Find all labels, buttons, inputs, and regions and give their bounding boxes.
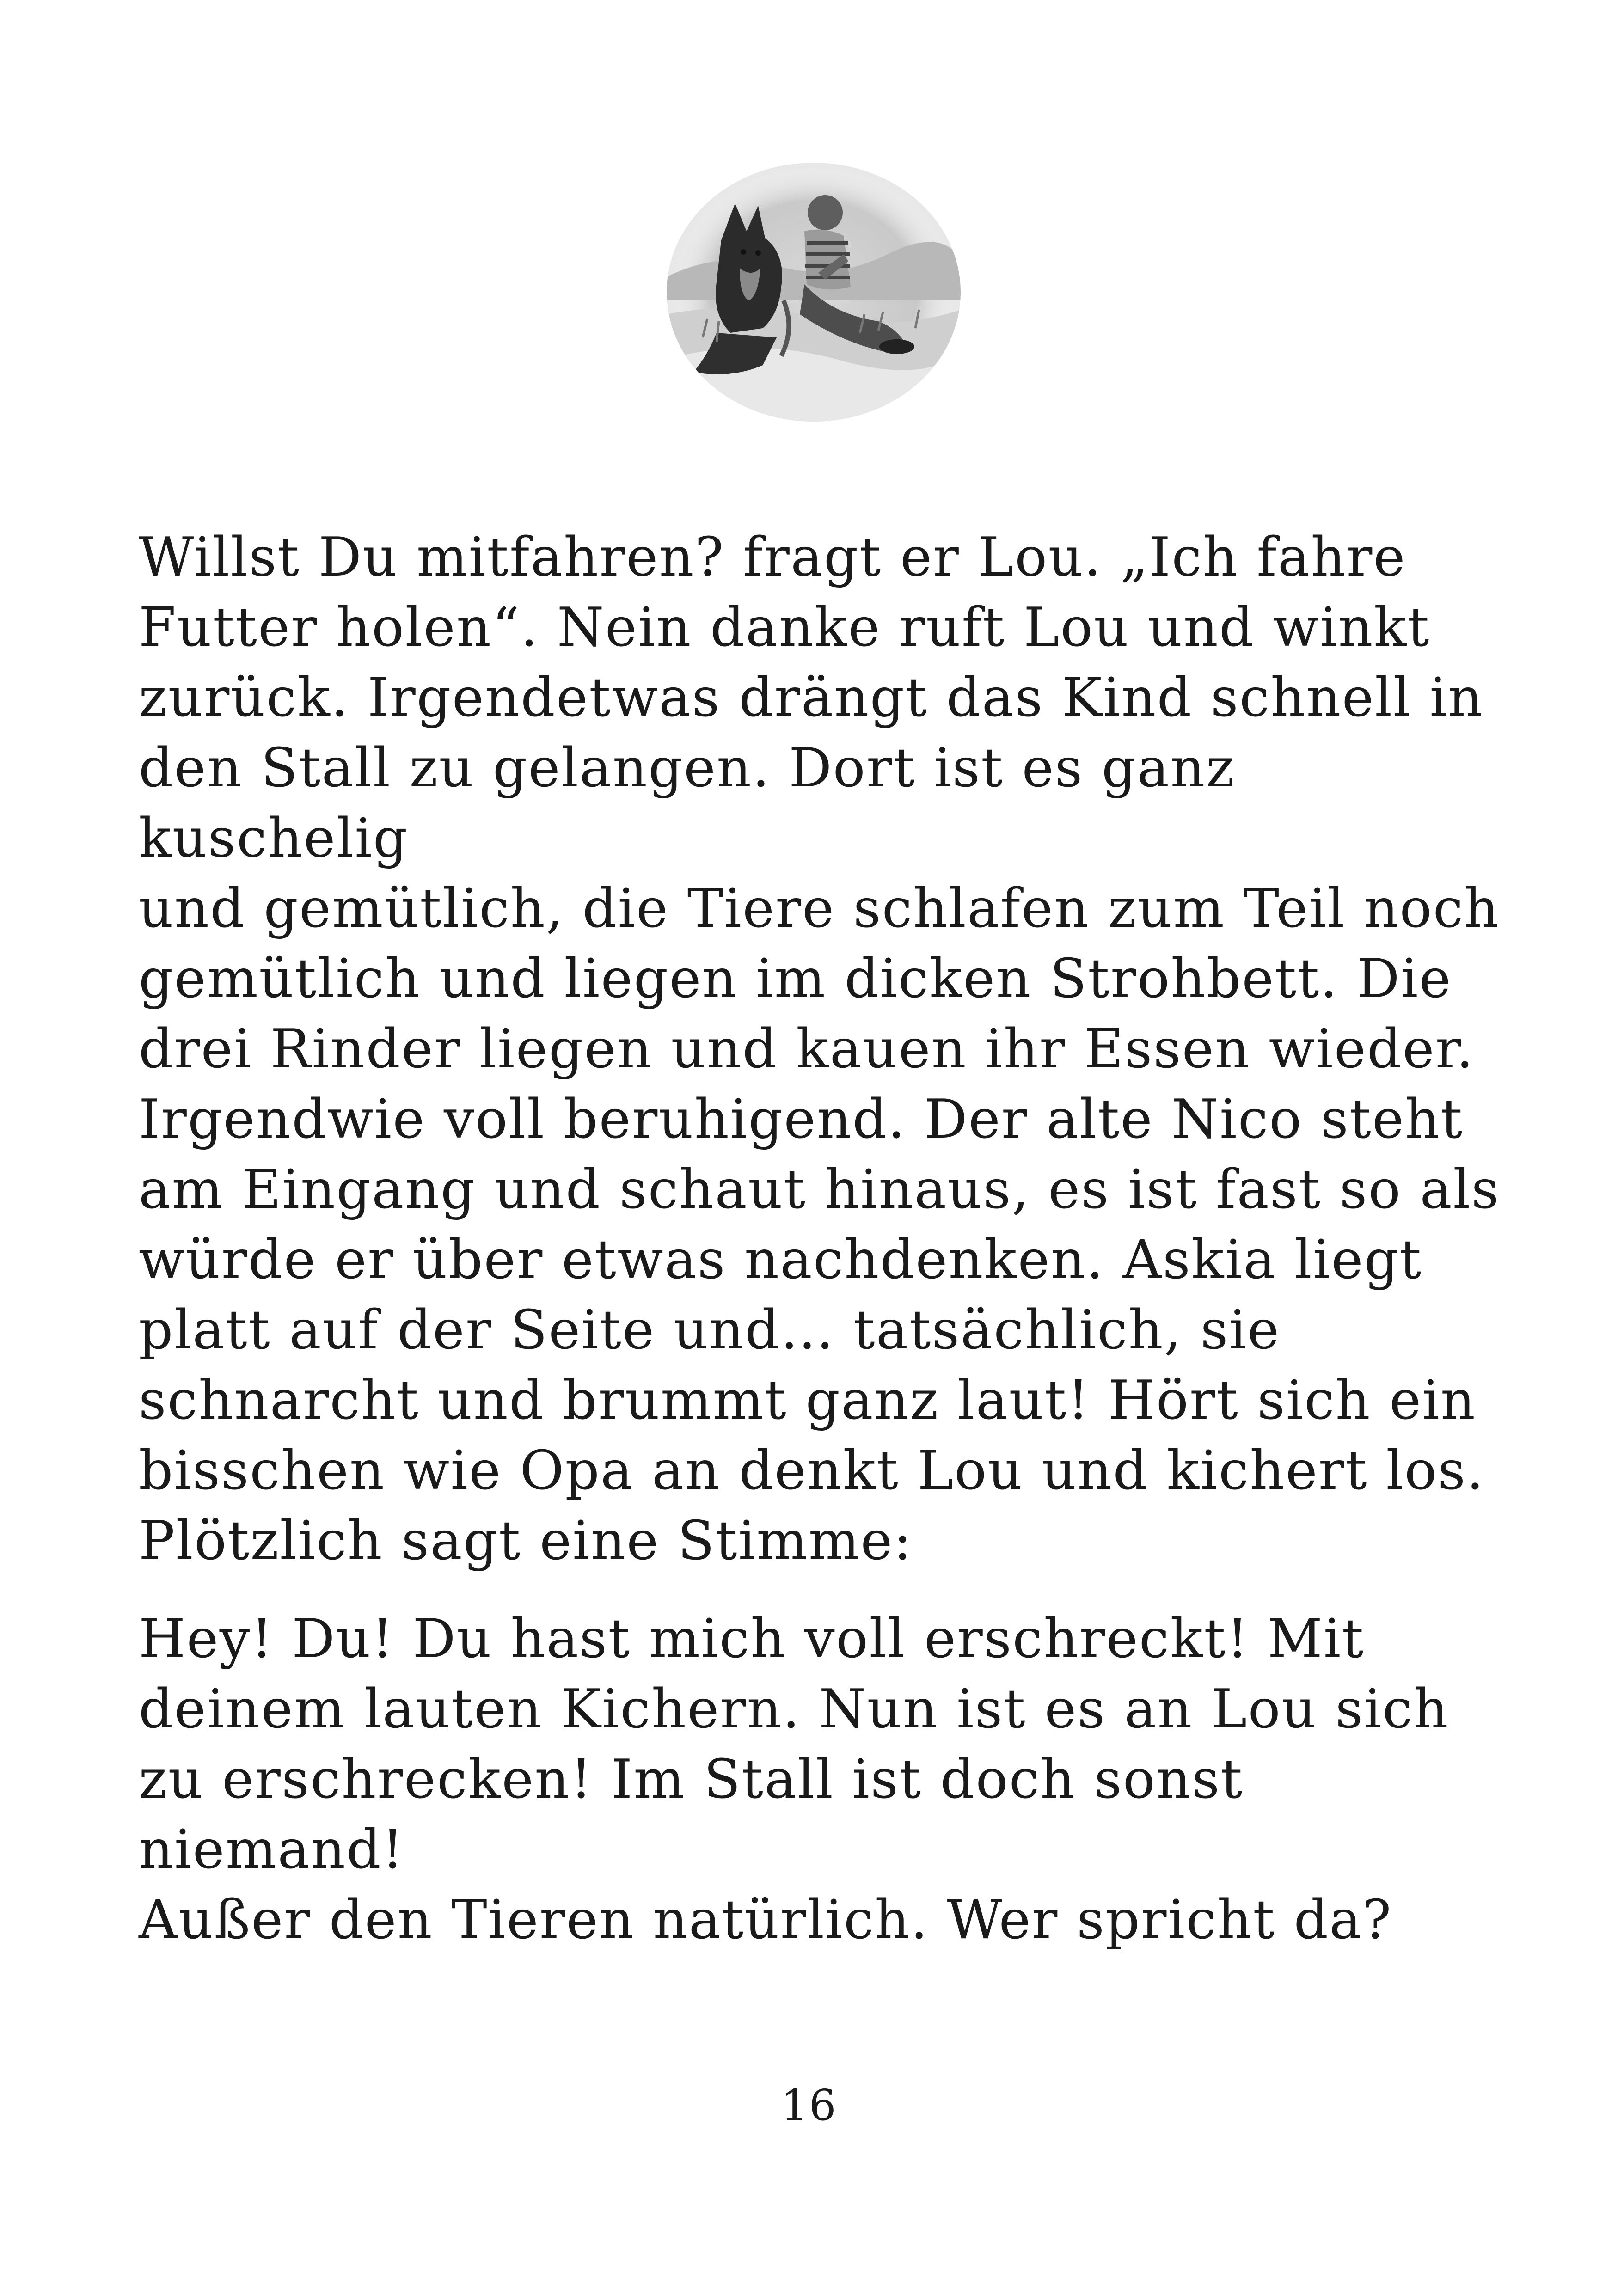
paragraph-1: Willst Du mitfahren? fragt er Lou. „Ich fahre Futter holen“. Nein danke ruft Lou und winkt zurück. Irgendetwas drängt das Kind schnell in den Stall zu gelangen. Dort ist es ganz kuschelig und gemütlich, die Tiere schlafen zum Teil noch gemütlich und liegen im dicken Strohbett. Die drei Rinder liegen und kauen ihr Essen wieder. Irgendwie voll beruhigend. Der alte Nico steht am Eingang und schaut hinaus, es ist fast so als würde er über etwas nachdenken. Askia liegt platt auf der Seite und… tatsächlich, sie schnarcht und brummt ganz laut! Hört sich ein bisschen wie Opa an denkt Lou und kichert los. Plötzlich sagt eine Stimme: (139, 526, 1500, 1572)
dog-and-child-vignette-icon (666, 162, 962, 423)
story-text (139, 522, 1507, 1983)
paragraph-2: Hey! Du! Du hast mich voll erschreckt! Mit deinem lauten Kichern. Nun ist es an Lou sich zu erschrecken! Im Stall ist doch sonst niemand! Außer den Tieren natürlich. Wer spricht da? (139, 1608, 1449, 1951)
page-number: 16 (781, 2081, 837, 2130)
